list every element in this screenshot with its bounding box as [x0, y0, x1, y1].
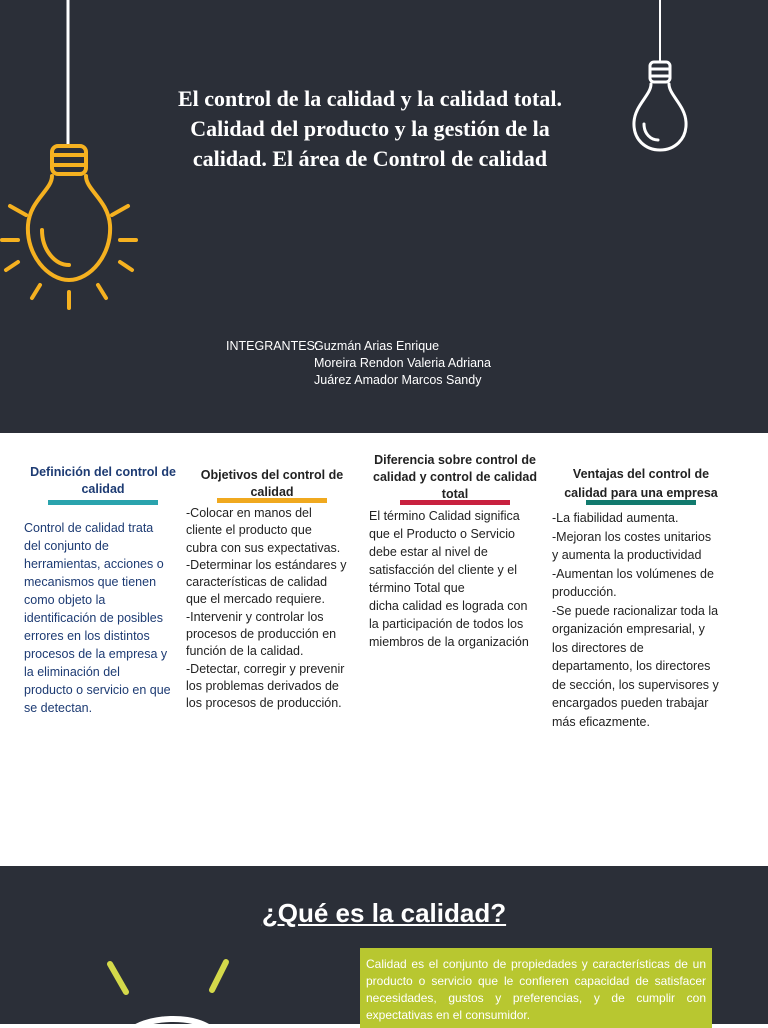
body-line: término Total que	[369, 581, 465, 595]
member-name: Moreira Rendon Valeria Adriana	[314, 356, 491, 370]
title-line-3: calidad. El área de Control de calidad	[192, 146, 548, 171]
members-label: INTEGRANTES:	[226, 339, 319, 353]
body-line: El término Calidad significa	[369, 509, 520, 523]
body-line: los problemas derivados de	[186, 678, 339, 693]
column-title: Ventajas del control de calidad para una empresa	[564, 467, 718, 500]
body-line: herramientas, acciones o	[24, 557, 164, 571]
body-line: satisfacción del cliente y el	[369, 563, 517, 577]
body-line: mecanismos que tienen	[24, 575, 157, 589]
body-line: miembros de la organización	[369, 635, 529, 649]
body-line: Control de calidad trata	[24, 521, 154, 535]
body-line: función de la calidad.	[186, 644, 304, 659]
body-line: -Detectar, corregir y prevenir	[186, 661, 345, 676]
body-line: que el mercado requiere.	[186, 592, 325, 607]
body-line: que el Producto o Servicio	[369, 527, 515, 541]
body-line: producción.	[552, 585, 617, 599]
title-line-2: Calidad del producto y la gestión de la	[190, 116, 550, 141]
column-title: Definición del control de calidad	[30, 465, 176, 496]
title-line-1: El control de la calidad y la calidad total.	[177, 86, 562, 111]
body-line: procesos de la empresa y	[24, 647, 168, 661]
body-line: cliente el producto que	[186, 523, 312, 538]
body-line: debe estar al nivel de	[369, 545, 488, 559]
body-line: organización empresarial, y	[552, 622, 705, 636]
lightbulb-lime-icon	[100, 954, 240, 1024]
column-body	[24, 519, 182, 717]
body-line: se detectan.	[24, 701, 93, 715]
body-line: los directores de	[552, 640, 644, 655]
body-line: -Aumentan los volúmenes de	[552, 566, 714, 581]
body-line: encargados pueden trabajar	[552, 696, 709, 710]
body-line: errores en los distintos	[24, 629, 150, 643]
calidad-definition: Calidad es el conjunto de propiedades y características de un producto o servicio que le confieren capacidad de satisfacer necesidades, gustos y preferencias, y de cumplir con expectativas en el consumidor.	[366, 957, 706, 1022]
column-diferencia	[369, 452, 541, 651]
body-line: -Colocar en manos del	[186, 506, 312, 520]
column-title: Objetivos del control de calidad	[200, 468, 344, 499]
body-line: la eliminación del	[24, 665, 120, 679]
column-body	[369, 507, 541, 651]
body-line: dicha calidad es lograda con	[369, 599, 528, 613]
column-title: Diferencia sobre control de calidad y control de calidad total	[373, 453, 537, 501]
column-objetivos	[186, 467, 358, 713]
calidad-heading: ¿Qué es la calidad?	[261, 898, 507, 928]
column-body	[186, 505, 358, 713]
column-definicion	[24, 464, 182, 717]
body-line: más eficazmente.	[552, 714, 650, 729]
body-line: -Mejoran los costes unitarios	[552, 529, 712, 544]
body-line: cubra con sus expectativas.	[186, 540, 341, 555]
body-line: -Determinar los estándares y	[186, 557, 347, 572]
body-line: y aumenta la productividad	[552, 548, 702, 562]
body-line: de sección, los supervisores y	[552, 677, 719, 692]
body-line: la participación de todos los	[369, 617, 524, 631]
body-line: como objeto la	[24, 593, 106, 607]
body-line: -La fiabilidad aumenta.	[552, 511, 679, 525]
body-line: identificación de posibles	[24, 611, 163, 625]
calidad-definition-box	[360, 948, 712, 1028]
member-name: Guzmán Arias Enrique	[314, 339, 440, 353]
body-line: procesos de producción en	[186, 627, 337, 642]
column-body	[552, 509, 730, 731]
body-line: -Intervenir y controlar los	[186, 609, 324, 624]
column-ventajas	[552, 465, 730, 731]
body-line: producto o servicio en que	[24, 683, 171, 697]
body-line: del conjunto de	[24, 539, 109, 553]
body-line: características de calidad	[186, 575, 328, 590]
page-title	[100, 84, 640, 174]
accent-bar	[48, 500, 158, 505]
member-name: Juárez Amador Marcos Sandy	[314, 373, 482, 387]
body-line: los procesos de producción.	[186, 696, 342, 711]
body-line: -Se puede racionalizar toda la	[552, 603, 719, 618]
members-list	[226, 338, 491, 389]
body-line: departamento, los directores	[552, 659, 711, 673]
